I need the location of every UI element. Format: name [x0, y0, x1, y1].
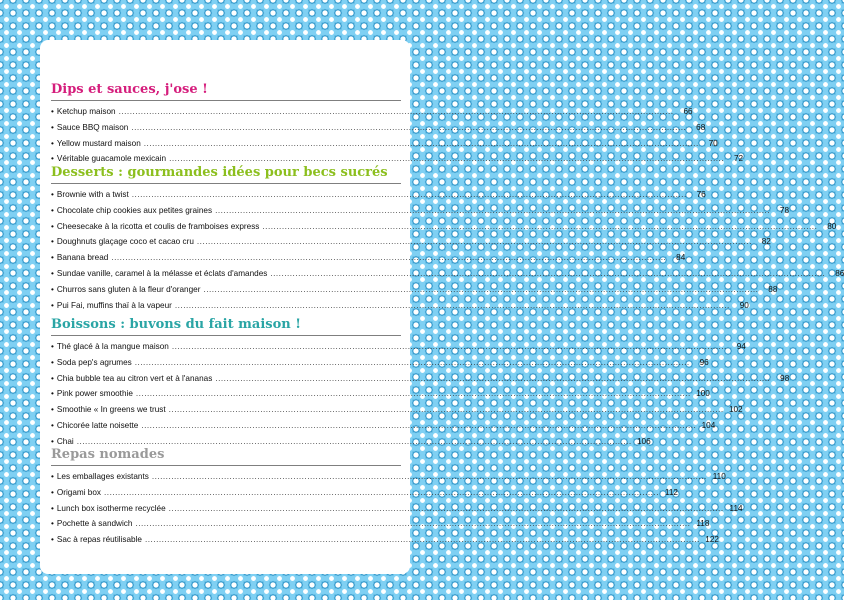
- dot-leader: ........................................................................................................................................................................................................: [203, 284, 759, 294]
- toc-entry[interactable]: [51, 136, 718, 152]
- dot-leader: ........................................................................................................................................................................................................: [134, 357, 690, 367]
- dot-leader: ........................................................................................................................................................................................................: [144, 535, 700, 545]
- bullet-icon: •: [51, 154, 54, 164]
- toc-entry[interactable]: [51, 120, 706, 136]
- bullet-icon: •: [51, 205, 54, 215]
- toc-entry[interactable]: [51, 234, 771, 250]
- page-number: 68: [696, 122, 706, 132]
- page-number: 86: [835, 268, 844, 278]
- dot-leader: ........................................................................................................................................................................................................: [131, 190, 687, 199]
- bullet-icon: •: [51, 373, 54, 383]
- page-number: 100: [696, 389, 710, 399]
- toc-entry[interactable]: [51, 386, 710, 402]
- section-title: Desserts : gourmandes idées pour becs sucrés: [51, 165, 388, 180]
- dot-leader: ........................................................................................................................................................................................................: [262, 221, 818, 231]
- entry-title: Banana bread: [56, 253, 109, 263]
- bullet-icon: •: [51, 405, 54, 415]
- page-number: 112: [664, 487, 678, 497]
- toc-entry[interactable]: [51, 104, 693, 120]
- entry-title: Chia bubble tea au citron vert et à l'ananas: [56, 373, 213, 383]
- page-number: 122: [705, 535, 719, 545]
- section-divider: [51, 335, 401, 336]
- dot-leader: ........................................................................................................................................................................................................: [270, 268, 826, 278]
- bullet-icon: •: [51, 342, 54, 351]
- section-divider: [51, 183, 401, 184]
- bullet-icon: •: [51, 472, 54, 481]
- bullet-icon: •: [51, 357, 54, 367]
- entry-title: Churros sans gluten à la fleur d'oranger: [56, 284, 201, 294]
- page-number: 72: [733, 154, 744, 164]
- dot-leader: ........................................................................................................................................................................................................: [174, 300, 730, 310]
- toc-entry[interactable]: [51, 485, 678, 501]
- toc-entry[interactable]: [51, 469, 726, 485]
- section-dips: [51, 82, 744, 167]
- dot-leader: ........................................................................................................................................................................................................: [141, 420, 697, 430]
- page-number: 88: [768, 284, 778, 294]
- page-number: 98: [780, 373, 790, 383]
- page-number: 110: [712, 472, 726, 481]
- entry-list: [51, 187, 844, 313]
- entry-title: Ketchup maison: [56, 107, 116, 116]
- toc-entry[interactable]: [51, 355, 709, 371]
- entry-title: Pochette à sandwich: [56, 519, 133, 529]
- dot-leader: ........................................................................................................................................................................................................: [215, 205, 771, 215]
- page-number: 106: [637, 436, 651, 446]
- section-repas: [51, 447, 743, 548]
- bullet-icon: •: [51, 268, 54, 278]
- toc-entry[interactable]: [51, 402, 743, 418]
- entry-title: Lunch box isotherme recyclée: [56, 503, 166, 513]
- dot-leader: ........................................................................................................................................................................................................: [171, 342, 727, 351]
- page-number: 78: [779, 205, 790, 215]
- dot-leader: ........................................................................................................................................................................................................: [151, 472, 707, 481]
- entry-title: Soda pep's agrumes: [56, 357, 132, 367]
- page-number: 66: [683, 107, 693, 116]
- toc-entry[interactable]: [51, 516, 710, 532]
- bullet-icon: •: [51, 122, 54, 132]
- bullet-icon: •: [51, 535, 54, 545]
- entry-list: [51, 104, 744, 167]
- bullet-icon: •: [51, 221, 54, 231]
- entry-title: Chocolate chip cookies aux petites graines: [56, 205, 213, 215]
- toc-entry[interactable]: [51, 203, 790, 219]
- section-desserts: [51, 165, 844, 313]
- entry-title: Cheesecake à la ricotta et coulis de framboises express: [56, 221, 260, 231]
- bullet-icon: •: [51, 420, 54, 430]
- entry-title: Pink power smoothie: [56, 389, 133, 399]
- page-number: 104: [701, 420, 716, 430]
- bullet-icon: •: [51, 519, 54, 529]
- entry-title: Pui Fai, muffins thaï à la vapeur: [56, 300, 172, 310]
- dot-leader: ........................................................................................................................................................................................................: [168, 503, 724, 513]
- toc-entry[interactable]: [51, 339, 746, 355]
- bullet-icon: •: [51, 138, 54, 148]
- entry-title: Chai: [56, 436, 74, 446]
- bullet-icon: •: [51, 190, 54, 199]
- bullet-icon: •: [51, 237, 54, 247]
- toc-entry[interactable]: [51, 282, 778, 298]
- bullet-icon: •: [51, 436, 54, 446]
- dot-leader: ........................................................................................................................................................................................................: [111, 253, 667, 263]
- entry-title: Brownie with a twist: [56, 190, 129, 199]
- entry-title: Les emballages existants: [56, 472, 149, 481]
- toc-entry[interactable]: [51, 371, 790, 387]
- bullet-icon: •: [51, 253, 54, 263]
- page-number: 84: [676, 253, 686, 263]
- dot-leader: ........................................................................................................................................................................................................: [118, 107, 674, 116]
- entry-title: Sundae vanille, caramel à la mélasse et éclats d'amandes: [56, 268, 268, 278]
- section-title: Boissons : buvons du fait maison !: [51, 317, 301, 332]
- dot-leader: ........................................................................................................................................................................................................: [131, 122, 687, 132]
- dot-leader: ........................................................................................................................................................................................................: [135, 519, 691, 529]
- bullet-icon: •: [51, 389, 54, 399]
- toc-entry[interactable]: [51, 298, 749, 314]
- page-number: 118: [696, 519, 710, 529]
- page-number: 114: [729, 503, 743, 513]
- bullet-icon: •: [51, 503, 54, 513]
- toc-entry[interactable]: [51, 501, 743, 517]
- dot-leader: ........................................................................................................................................................................................................: [168, 405, 724, 415]
- section-title: Repas nomades: [51, 447, 165, 462]
- toc-entry[interactable]: [51, 266, 844, 282]
- entry-list: [51, 339, 790, 450]
- page-number: 76: [696, 190, 706, 199]
- page-number: 80: [827, 221, 837, 231]
- dot-leader: ........................................................................................................................................................................................................: [169, 154, 725, 164]
- dot-leader: ........................................................................................................................................................................................................: [143, 138, 699, 148]
- page-number: 82: [761, 237, 771, 247]
- bullet-icon: •: [51, 487, 54, 497]
- toc-entry[interactable]: [51, 250, 686, 266]
- page-number: 102: [728, 405, 743, 415]
- toc-entry[interactable]: [51, 187, 706, 203]
- bullet-icon: •: [51, 300, 54, 310]
- entry-title: Thé glacé à la mangue maison: [56, 342, 169, 351]
- toc-entry[interactable]: [51, 532, 719, 548]
- toc-entry[interactable]: [51, 219, 837, 235]
- section-divider: [51, 465, 401, 466]
- dot-leader: ........................................................................................................................................................................................................: [215, 373, 771, 383]
- section-boissons: [51, 317, 790, 450]
- entry-title: Sauce BBQ maison: [56, 122, 129, 132]
- section-divider: [51, 100, 401, 101]
- page-number: 94: [736, 342, 746, 351]
- dot-leader: ........................................................................................................................................................................................................: [76, 436, 632, 446]
- page-number: 90: [739, 300, 749, 310]
- entry-title: Véritable guacamole mexicain: [56, 154, 167, 164]
- entry-title: Doughnuts glaçage coco et cacao cru: [56, 237, 194, 247]
- entry-title: Sac à repas réutilisable: [56, 535, 142, 545]
- dot-leader: ........................................................................................................................................................................................................: [104, 487, 659, 497]
- bullet-icon: •: [51, 284, 54, 294]
- entry-list: [51, 469, 743, 548]
- page-number: 70: [708, 138, 718, 148]
- dot-leader: ........................................................................................................................................................................................................: [196, 237, 752, 247]
- dot-leader: ........................................................................................................................................................................................................: [135, 389, 691, 399]
- entry-title: Chicorée latte noisette: [56, 420, 139, 430]
- entry-title: Smoothie « In greens we trust: [56, 405, 166, 415]
- section-title: Dips et sauces, j'ose !: [51, 82, 208, 97]
- bullet-icon: •: [51, 107, 54, 116]
- page-number: 96: [699, 357, 709, 367]
- entry-title: Origami box: [56, 487, 102, 497]
- toc-entry[interactable]: [51, 418, 716, 434]
- entry-title: Yellow mustard maison: [56, 138, 141, 148]
